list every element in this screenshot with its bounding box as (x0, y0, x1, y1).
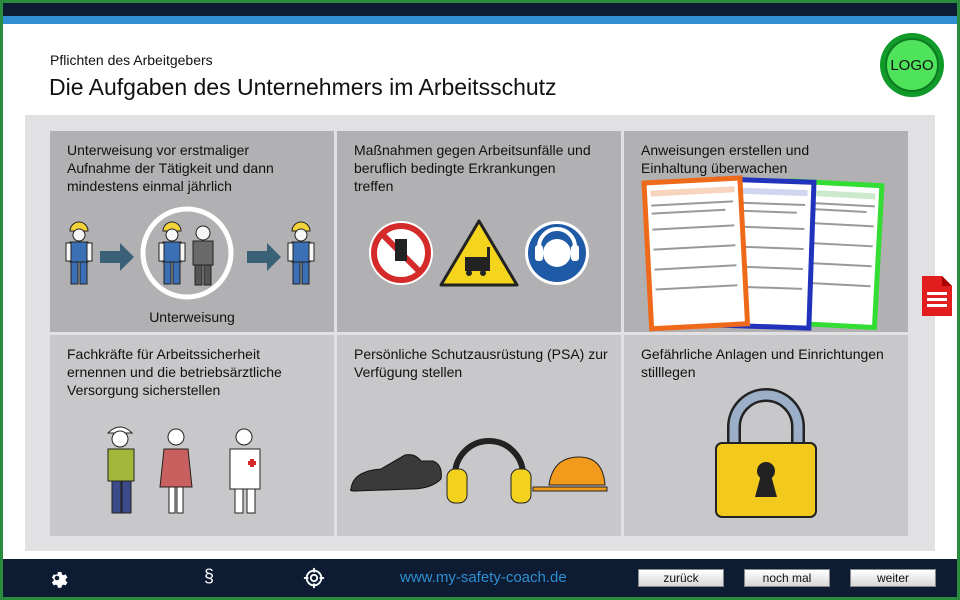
logo-text: LOGO (885, 38, 939, 92)
page-title: Die Aufgaben des Unternehmers im Arbeitsschutz (49, 74, 557, 100)
app-window (3, 3, 957, 597)
duty-text: Maßnahmen gegen Arbeitsunfälle und beruflich bedingte Erkrankungen treffen (354, 142, 591, 194)
instruction-caption: Unterweisung (149, 309, 235, 325)
page-subtitle: Pflichten des Arbeitgebers (50, 52, 213, 68)
duty-card-instructions (624, 131, 908, 332)
duty-text: Fachkräfte für Arbeitssicherheit ernennen und die betriebsärztliche Versorgung sicherstellen (67, 346, 282, 398)
duty-text: Anweisungen erstellen und Einhaltung überwachen (641, 142, 810, 176)
duty-text: Unterweisung vor erstmaliger Aufnahme der Tätigkeit und dann mindestens einmal jährlich (67, 142, 274, 194)
top-bar (3, 3, 957, 16)
bottom-toolbar (3, 559, 957, 597)
duty-card-ppe (337, 335, 621, 536)
duties-grid (50, 131, 910, 536)
repeat-button[interactable]: noch mal (744, 569, 830, 587)
duty-card-instruction (50, 131, 334, 332)
target-crosshair-icon[interactable] (303, 567, 325, 589)
duty-card-shutdown (624, 335, 908, 536)
legal-paragraph-button[interactable]: § (204, 566, 215, 586)
settings-gear-icon[interactable] (46, 567, 68, 589)
company-logo (880, 33, 944, 97)
duty-card-specialists (50, 335, 334, 536)
duty-text: Gefährliche Anlagen und Einrichtungen stilllegen (641, 346, 884, 380)
pdf-document-icon[interactable] (922, 276, 952, 316)
top-accent-bar (3, 16, 957, 24)
website-link[interactable]: www.my-safety-coach.de (400, 569, 567, 586)
back-button[interactable]: zurück (638, 569, 724, 587)
duty-text: Persönliche Schutzausrüstung (PSA) zur Verfügung stellen (354, 346, 608, 380)
content-panel (25, 115, 935, 551)
next-button[interactable]: weiter (850, 569, 936, 587)
duty-card-measures (337, 131, 621, 332)
